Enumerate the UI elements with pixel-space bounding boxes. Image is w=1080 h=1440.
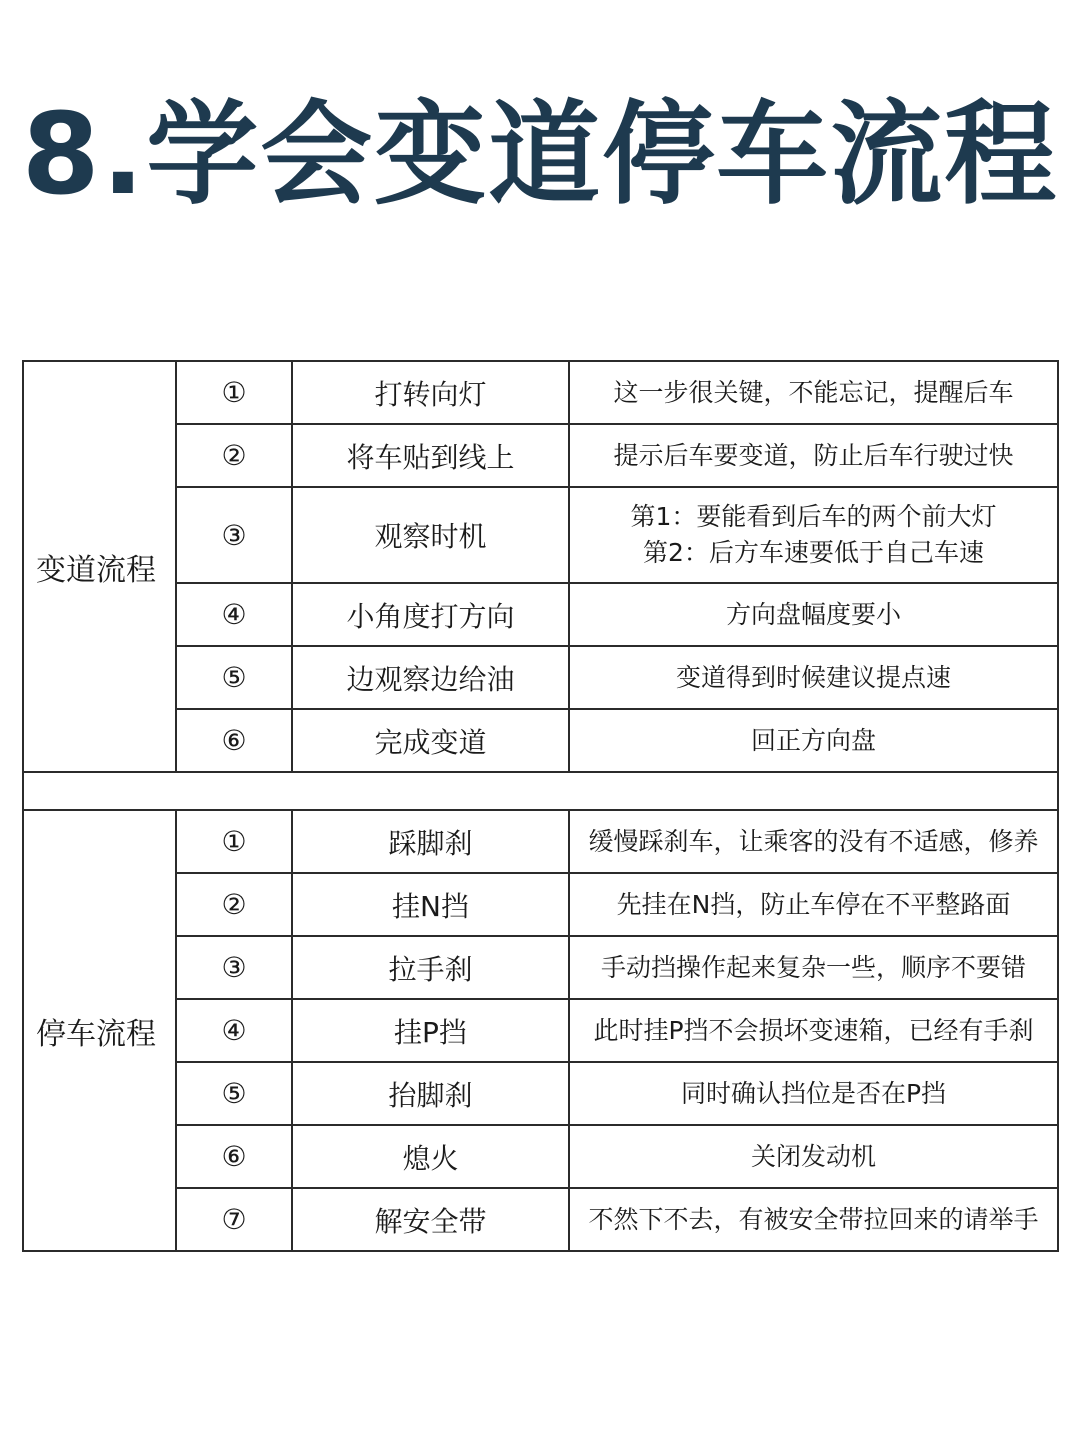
step-note: [569, 1125, 1058, 1188]
step-note-line: 缓慢踩刹车，让乘客的没有不适感，修养: [588, 826, 1039, 856]
step-note-line: 变道得到时候建议提点速: [675, 662, 951, 692]
step-note: [569, 873, 1058, 936]
step-note: [569, 361, 1058, 424]
step-number: ⑦: [176, 1188, 292, 1251]
table-row: [23, 583, 1058, 646]
step-note-line: 不然下不去，有被安全带拉回来的请举手: [588, 1204, 1039, 1234]
step-number: ⑤: [176, 1062, 292, 1125]
table-row: [23, 424, 1058, 487]
step-number: ④: [176, 583, 292, 646]
step-note: [569, 646, 1058, 709]
step-note: [569, 810, 1058, 873]
table-row: [23, 873, 1058, 936]
table-row: [23, 1125, 1058, 1188]
step-number: ②: [176, 424, 292, 487]
step-number: ①: [176, 810, 292, 873]
step-name: 完成变道: [292, 709, 569, 772]
step-name: 踩脚刹: [292, 810, 569, 873]
step-note: [569, 487, 1058, 583]
step-number: ③: [176, 936, 292, 999]
step-note: [569, 999, 1058, 1062]
step-note-line: 回正方向盘: [750, 725, 876, 755]
step-note-line: 先挂在N挡，防止车停在不平整路面: [616, 889, 1011, 919]
table-row: [23, 1188, 1058, 1251]
process-table: [22, 360, 1059, 1252]
step-number: ⑥: [176, 1125, 292, 1188]
step-note: [569, 583, 1058, 646]
step-note-line: 第2：后方车速要低于自己车速: [643, 538, 984, 567]
step-name: 抬脚刹: [292, 1062, 569, 1125]
table-row: [23, 999, 1058, 1062]
step-note: [569, 1062, 1058, 1125]
table-row: [23, 709, 1058, 772]
step-name: 熄火: [292, 1125, 569, 1188]
step-name: 将车贴到线上: [292, 424, 569, 487]
step-note: [569, 1188, 1058, 1251]
step-note-line: 这一步很关键，不能忘记，提醒后车: [613, 377, 1014, 407]
page-title: 8.学会变道停车流程: [21, 90, 1059, 220]
step-name: 拉手刹: [292, 936, 569, 999]
table-row: [23, 361, 1058, 424]
step-note: [569, 936, 1058, 999]
step-note-line: 手动挡操作起来复杂一些，顺序不要错: [600, 952, 1026, 982]
step-name: 打转向灯: [292, 361, 569, 424]
step-name: 边观察边给油: [292, 646, 569, 709]
step-note-line: 此时挂P挡不会损坏变速箱，已经有手刹: [593, 1015, 1034, 1045]
step-name: 小角度打方向: [292, 583, 569, 646]
section-divider: [23, 772, 1058, 810]
step-name: 解安全带: [292, 1188, 569, 1251]
step-note: [569, 709, 1058, 772]
group-label-parking: 停车流程: [23, 810, 176, 1251]
step-note-line: 第1：要能看到后车的两个前大灯: [630, 502, 997, 531]
step-number: ①: [176, 361, 292, 424]
step-number: ④: [176, 999, 292, 1062]
step-name: 挂N挡: [292, 873, 569, 936]
step-number: ⑥: [176, 709, 292, 772]
table-row: [23, 810, 1058, 873]
table-row: [23, 1062, 1058, 1125]
section-spacer: [23, 772, 1058, 810]
step-name: 挂P挡: [292, 999, 569, 1062]
step-note-line: 提示后车要变道，防止后车行驶过快: [613, 440, 1014, 470]
table-row: [23, 936, 1058, 999]
step-note-line: 关闭发动机: [750, 1141, 876, 1171]
group-label-lane-change: 变道流程: [23, 361, 176, 772]
table-row: [23, 646, 1058, 709]
step-note: [569, 424, 1058, 487]
step-number: ⑤: [176, 646, 292, 709]
table-row: [23, 487, 1058, 583]
step-note-line: 同时确认挡位是否在P挡: [680, 1078, 947, 1108]
step-number: ②: [176, 873, 292, 936]
step-number: ③: [176, 487, 292, 583]
step-name: 观察时机: [292, 487, 569, 583]
step-note-line: 方向盘幅度要小: [725, 599, 901, 629]
